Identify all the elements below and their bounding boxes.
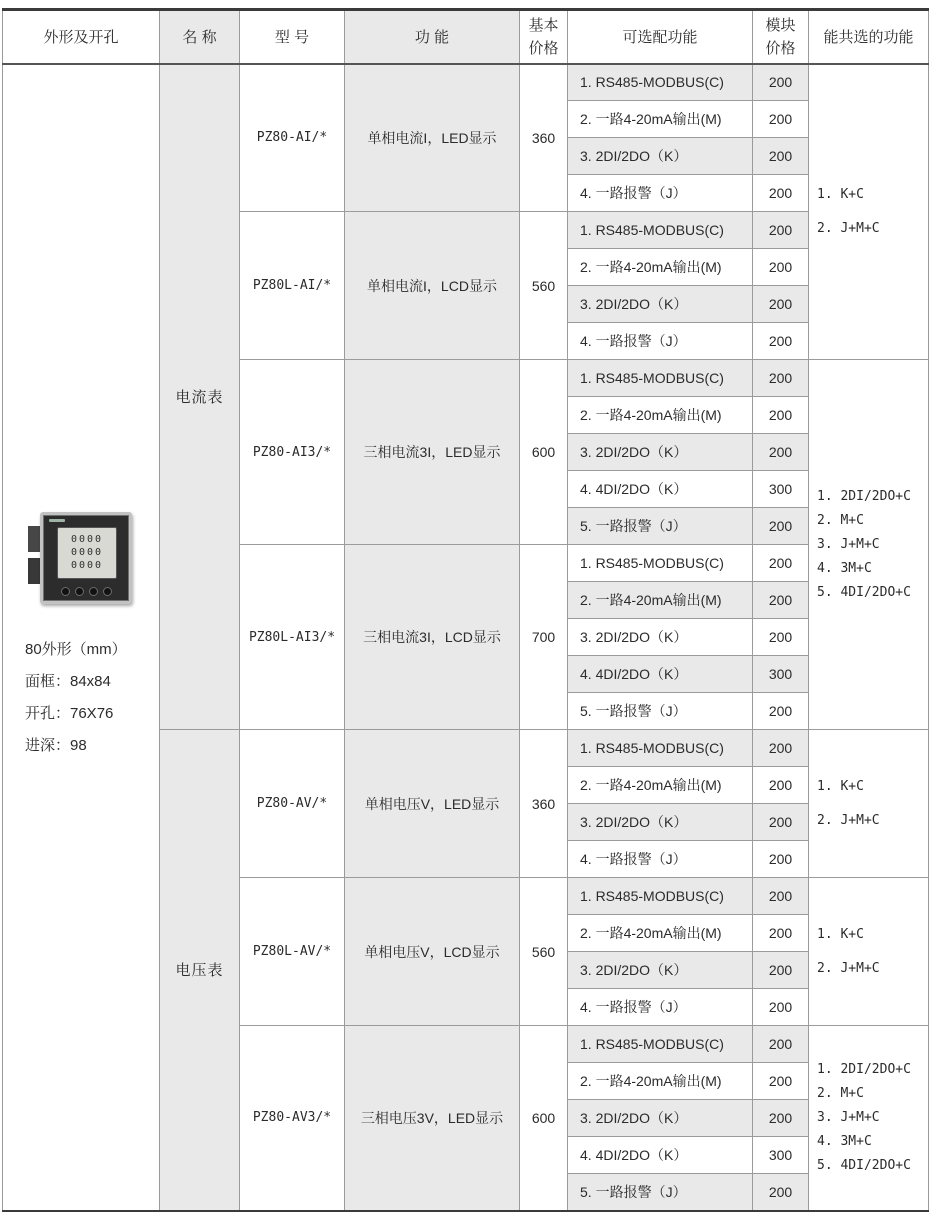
option-price-cell: 200 xyxy=(753,138,809,175)
option-price-cell: 200 xyxy=(753,1026,809,1063)
option-label-cell: 4. 4DI/2DO（K） xyxy=(568,471,753,508)
option-price-cell: 200 xyxy=(753,878,809,915)
combinable-item: 5. 4DI/2DO+C xyxy=(817,584,911,600)
table-row xyxy=(3,64,929,101)
option-label-cell: 4. 一路报警（J） xyxy=(568,175,753,212)
combinable-item: 2. M+C xyxy=(817,512,864,528)
option-price-cell: 200 xyxy=(753,286,809,323)
function-cell: 单相电压V，LED显示 xyxy=(345,730,520,878)
option-label-cell: 1. RS485-MODBUS(C) xyxy=(568,878,753,915)
option-label-cell: 2. 一路4-20mA输出(M) xyxy=(568,397,753,434)
combinable-item: 2. J+M+C xyxy=(817,812,880,828)
combinable-item: 2. J+M+C xyxy=(817,960,880,976)
combinable-cell xyxy=(809,730,929,878)
col-header-shape: 外形及开孔 xyxy=(3,10,160,64)
function-cell: 三相电流3I，LCD显示 xyxy=(345,545,520,730)
option-price-cell: 200 xyxy=(753,1174,809,1211)
base-price-cell: 560 xyxy=(520,878,568,1026)
option-label-cell: 4. 一路报警（J） xyxy=(568,323,753,360)
model-cell: PZ80-AV3/* xyxy=(240,1026,345,1211)
option-price-cell: 300 xyxy=(753,471,809,508)
option-label-cell: 3. 2DI/2DO（K） xyxy=(568,1100,753,1137)
option-label-cell: 2. 一路4-20mA输出(M) xyxy=(568,101,753,138)
meter-photo xyxy=(28,512,134,604)
option-price-cell: 300 xyxy=(753,656,809,693)
base-price-cell: 360 xyxy=(520,64,568,212)
combinable-item: 1. K+C xyxy=(817,926,864,942)
option-price-cell: 200 xyxy=(753,841,809,878)
category-cell-voltmeter: 电压表 xyxy=(160,730,240,1211)
option-label-cell: 5. 一路报警（J） xyxy=(568,508,753,545)
combinable-item: 2. J+M+C xyxy=(817,220,880,236)
option-price-cell: 200 xyxy=(753,397,809,434)
option-price-cell: 200 xyxy=(753,545,809,582)
option-price-cell: 200 xyxy=(753,323,809,360)
option-label-cell: 4. 一路报警（J） xyxy=(568,841,753,878)
option-price-cell: 200 xyxy=(753,582,809,619)
option-price-cell: 200 xyxy=(753,1063,809,1100)
model-cell: PZ80L-AI/* xyxy=(240,212,345,360)
option-price-cell: 200 xyxy=(753,175,809,212)
function-cell: 单相电压V，LCD显示 xyxy=(345,878,520,1026)
option-price-cell: 200 xyxy=(753,64,809,101)
function-cell: 单相电流I，LED显示 xyxy=(345,64,520,212)
base-price-cell: 560 xyxy=(520,212,568,360)
meter-front-panel xyxy=(40,512,132,604)
col-header-base-price: 基本 价格 xyxy=(520,10,568,64)
col-header-model: 型 号 xyxy=(240,10,345,64)
option-label-cell: 4. 一路报警（J） xyxy=(568,989,753,1026)
combinable-cell xyxy=(809,1026,929,1211)
combinable-cell xyxy=(809,878,929,1026)
option-label-cell: 2. 一路4-20mA输出(M) xyxy=(568,915,753,952)
option-label-cell: 5. 一路报警（J） xyxy=(568,1174,753,1211)
combinable-item: 2. M+C xyxy=(817,1085,864,1101)
option-label-cell: 3. 2DI/2DO（K） xyxy=(568,804,753,841)
option-label-cell: 1. RS485-MODBUS(C) xyxy=(568,360,753,397)
col-header-function: 功 能 xyxy=(345,10,520,64)
meter-logo xyxy=(49,519,65,522)
option-price-cell: 200 xyxy=(753,952,809,989)
option-label-cell: 4. 4DI/2DO（K） xyxy=(568,656,753,693)
combinable-item: 1. 2DI/2DO+C xyxy=(817,1061,911,1077)
option-label-cell: 2. 一路4-20mA输出(M) xyxy=(568,767,753,804)
base-price-cell: 600 xyxy=(520,1026,568,1211)
option-price-cell: 200 xyxy=(753,212,809,249)
option-label-cell: 2. 一路4-20mA输出(M) xyxy=(568,249,753,286)
option-label-cell: 3. 2DI/2DO（K） xyxy=(568,619,753,656)
price-table xyxy=(2,8,929,1212)
model-cell: PZ80-AI3/* xyxy=(240,360,345,545)
function-cell: 三相电压3V，LED显示 xyxy=(345,1026,520,1211)
option-price-cell: 200 xyxy=(753,619,809,656)
option-label-cell: 1. RS485-MODBUS(C) xyxy=(568,64,753,101)
combinable-item: 5. 4DI/2DO+C xyxy=(817,1157,911,1173)
option-label-cell: 5. 一路报警（J） xyxy=(568,693,753,730)
function-cell: 单相电流I，LCD显示 xyxy=(345,212,520,360)
option-price-cell: 200 xyxy=(753,434,809,471)
model-cell: PZ80-AI/* xyxy=(240,64,345,212)
model-cell: PZ80L-AI3/* xyxy=(240,545,345,730)
option-label-cell: 3. 2DI/2DO（K） xyxy=(568,286,753,323)
option-price-cell: 200 xyxy=(753,360,809,397)
combinable-item: 4. 3M+C xyxy=(817,560,872,576)
col-header-optional: 可选配功能 xyxy=(568,10,753,64)
option-price-cell: 200 xyxy=(753,989,809,1026)
category-cell-ammeter: 电流表 xyxy=(160,64,240,730)
meter-display: 0000 0000 0000 xyxy=(57,527,117,579)
model-cell: PZ80-AV/* xyxy=(240,730,345,878)
dimension-specs xyxy=(25,634,137,762)
base-price-cell: 700 xyxy=(520,545,568,730)
option-price-cell: 200 xyxy=(753,730,809,767)
option-price-cell: 200 xyxy=(753,915,809,952)
function-cell: 三相电流3I，LED显示 xyxy=(345,360,520,545)
dimension-line: 开孔：76X76 xyxy=(25,705,114,722)
option-label-cell: 1. RS485-MODBUS(C) xyxy=(568,1026,753,1063)
combinable-cell xyxy=(809,64,929,360)
option-label-cell: 1. RS485-MODBUS(C) xyxy=(568,730,753,767)
shape-cell xyxy=(3,64,160,1211)
combinable-item: 1. K+C xyxy=(817,778,864,794)
option-label-cell: 4. 4DI/2DO（K） xyxy=(568,1137,753,1174)
header-row xyxy=(3,10,929,64)
combinable-item: 3. J+M+C xyxy=(817,1109,880,1125)
combinable-item: 3. J+M+C xyxy=(817,536,880,552)
option-label-cell: 1. RS485-MODBUS(C) xyxy=(568,545,753,582)
col-header-name: 名 称 xyxy=(160,10,240,64)
col-header-module-price: 模块 价格 xyxy=(753,10,809,64)
option-price-cell: 200 xyxy=(753,1100,809,1137)
base-price-cell: 360 xyxy=(520,730,568,878)
col-header-combinable: 能共选的功能 xyxy=(809,10,929,64)
option-label-cell: 3. 2DI/2DO（K） xyxy=(568,434,753,471)
dimension-line: 进深：98 xyxy=(25,737,87,754)
option-price-cell: 200 xyxy=(753,804,809,841)
combinable-item: 1. 2DI/2DO+C xyxy=(817,488,911,504)
combinable-item: 4. 3M+C xyxy=(817,1133,872,1149)
model-cell: PZ80L-AV/* xyxy=(240,878,345,1026)
option-label-cell: 2. 一路4-20mA输出(M) xyxy=(568,1063,753,1100)
option-price-cell: 200 xyxy=(753,767,809,804)
option-price-cell: 200 xyxy=(753,101,809,138)
option-label-cell: 1. RS485-MODBUS(C) xyxy=(568,212,753,249)
option-label-cell: 2. 一路4-20mA输出(M) xyxy=(568,582,753,619)
option-price-cell: 200 xyxy=(753,249,809,286)
option-label-cell: 3. 2DI/2DO（K） xyxy=(568,952,753,989)
combinable-cell xyxy=(809,360,929,730)
option-label-cell: 3. 2DI/2DO（K） xyxy=(568,138,753,175)
option-price-cell: 200 xyxy=(753,508,809,545)
dimension-line: 面框：84x84 xyxy=(25,673,111,690)
option-price-cell: 300 xyxy=(753,1137,809,1174)
combinable-item: 1. K+C xyxy=(817,186,864,202)
dimension-line: 80外形（mm） xyxy=(25,641,127,658)
meter-buttons xyxy=(43,587,129,596)
option-price-cell: 200 xyxy=(753,693,809,730)
base-price-cell: 600 xyxy=(520,360,568,545)
